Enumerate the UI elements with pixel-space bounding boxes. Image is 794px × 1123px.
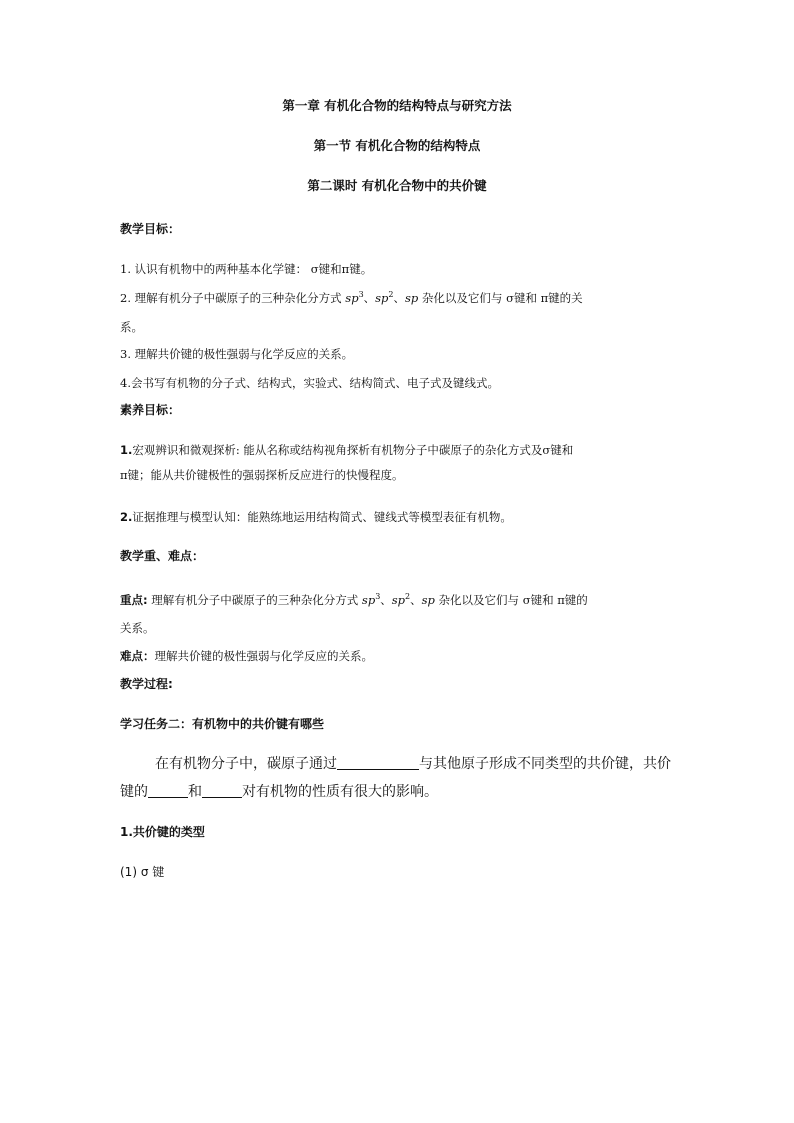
fill-blank-1[interactable] (337, 755, 419, 770)
goal-2-line1: 2. 理解有机分子中碳原子的三种杂化分方式 $sp^3$、$sp^2$、sp 杂化以及它们与 σ键和 π键的关 (120, 290, 583, 305)
fill-blank-3[interactable] (202, 783, 242, 798)
paragraph-line1: 在有机物分子中，碳原子通过 与其他原子形成不同类型的共价键，共价 (155, 756, 671, 772)
difficult-point: 难点：理解共价键的极性强弱与化学反应的关系。 (120, 649, 373, 663)
heading-key-difficult: 教学重、难点： (120, 549, 205, 563)
section-1-heading: 1.共价键的类型 (120, 825, 205, 839)
section-title: 第一节 有机化合物的结构特点 (313, 138, 481, 153)
key-point-line1: 重点: 理解有机分子中碳原子的三种杂化分方式 $sp^3$、$sp^2$、sp 杂化以及它们与 σ键和 π键的 (120, 592, 588, 607)
goal-3: 3. 理解共价键的极性强弱与化学反应的关系。 (120, 347, 354, 361)
literacy-2: 2.证据推理与模型认知：能熟练地运用结构简式、键线式等模型表征有机物。 (120, 510, 512, 524)
fill-blank-2[interactable] (148, 783, 188, 798)
subsection-sigma-bond: (1) σ 键 (120, 865, 165, 879)
goal-4: 4.会书写有机物的分子式、结构式，实验式、结构简式、电子式及键线式。 (120, 376, 499, 390)
key-point-line2: 关系。 (120, 621, 155, 635)
heading-teaching-process: 教学过程: (120, 677, 173, 691)
chapter-title: 第一章 有机化合物的结构特点与研究方法 (282, 98, 512, 113)
goal-2-line2: 系。 (120, 320, 143, 334)
lesson-title: 第二课时 有机化合物中的共价键 (307, 178, 487, 193)
literacy-1-line1: 1.宏观辨识和微观探析: 能从名称或结构视角探析有机物分子中碳原子的杂化方式及σ键和 (120, 443, 574, 457)
heading-literacy-goals: 素养目标： (120, 403, 181, 417)
heading-teaching-goals: 教学目标： (120, 222, 181, 236)
literacy-1-line2: π键；能从共价键极性的强弱探析反应进行的快慢程度。 (120, 468, 404, 482)
goal-1: 1. 认识有机物中的两种基本化学键： σ键和π键。 (120, 262, 373, 276)
paragraph-line2: 键的 和 对有机物的性质有很大的影响。 (120, 784, 438, 800)
task-2-heading: 学习任务二：有机物中的共价键有哪些 (120, 717, 325, 731)
